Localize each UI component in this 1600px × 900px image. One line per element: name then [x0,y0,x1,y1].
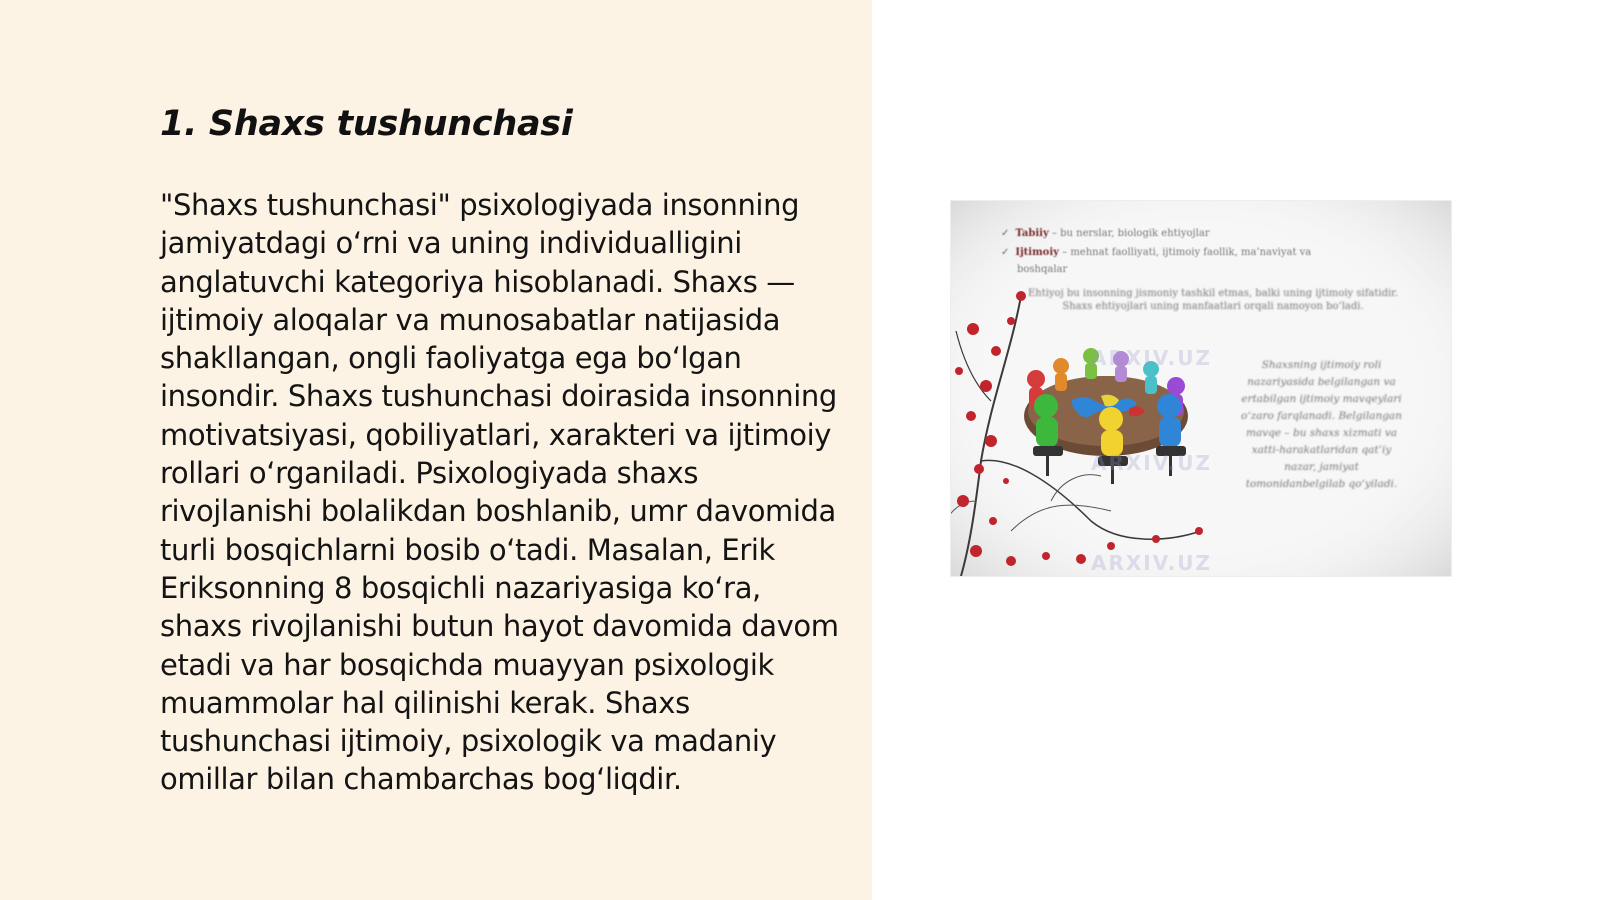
thumbnail-watermark: ARXIV.UZ [1091,451,1212,475]
slide-title: 1. Shaxs tushunchasi [160,104,573,144]
thumbnail-bullet-1: ✓ Tabiiy – bu nerslar, biologik ehtiyojlar [1001,228,1210,239]
check-icon: ✓ [1001,228,1010,239]
thumbnail-bullet-2-cont: boshqalar [1017,264,1068,275]
thumbnail-center-note: Ehtiyoj bu insonning jismoniy tashkil etmas, balki uning ijtimoiy sifatidir. Shaxs ehtiyojlari uning manfaatlari orqali namoyon bo‘ladi. [1027,288,1399,312]
check-icon: ✓ [1001,247,1010,258]
thumbnail-side-note: Shaxsning ijtimoiy roli nazariyasida belgilangan va ertabilgan ijtimoiy mavqeylari o‘zaro farqlanadi. Belgilangan mavqe – bu shaxs xizmati va xatti-harakatlaridan qat’iy nazar, jamiyat tomonidanbelgilab qo‘yiladi. [1241,359,1402,490]
thumbnail-bullet-2: ✓ Ijtimoiy – mehnat faolliyati, ijtimoiy faollik, ma’naviyat va [1001,247,1312,258]
slide-thumbnail-image [950,200,1452,577]
slide-body-text: "Shaxs tushunchasi" psixologiyada insonning jamiyatdagi o‘rni va uning individualligini anglatuvchi kategoriya hisoblanadi. Shaxs — ijtimoiy aloqalar va munosabatlar natijasida shakllangan, ongli faoliyatga ega bo‘lgan insondir. Shaxs tushunchasi doirasida insonning motivatsiyasi, qobiliyatlari, xarakteri va ijtimoiy rollari o‘rganiladi. Psixologiyada shaxs rivojlanishi bolalikdan boshlanib, umr davomida turli bosqichlarni bosib o‘tadi. Masalan, Erik Eriksonning 8 bosqichli nazariyasiga ko‘ra, shaxs rivojlanishi butun hayot davomida davom etadi va har bosqichda muayyan psixologik muammolar hal qilinishi kerak. Shaxs tushunchasi ijtimoiy, psixologik va madaniy omillar bilan chambarchas bog‘liqdir. [160,188,839,797]
thumbnail-watermark: ARXIV.UZ [1091,346,1212,370]
thumbnail-text-layer [951,201,1451,576]
thumbnail-watermark: ARXIV.UZ [1091,551,1212,575]
